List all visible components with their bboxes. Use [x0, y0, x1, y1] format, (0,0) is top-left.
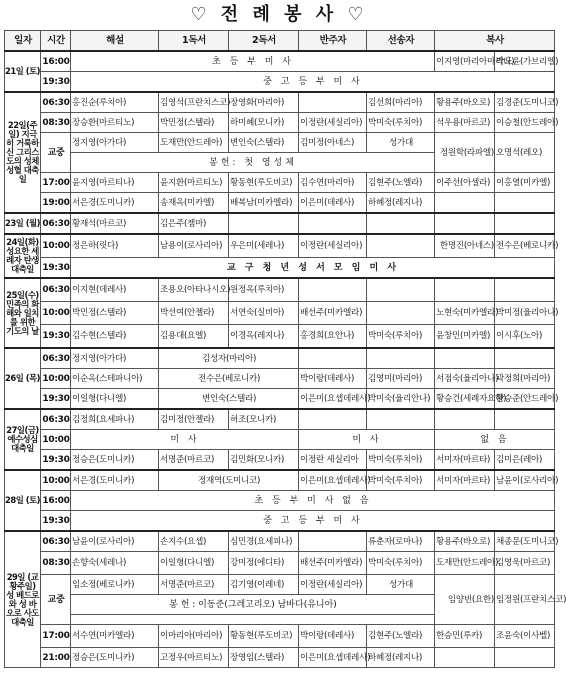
cell [435, 213, 495, 234]
cell [435, 348, 495, 369]
date-cell: 27일(금) 예수성심 대축일 [5, 409, 41, 470]
cell: 김영욱(마르코) [495, 552, 555, 575]
mass-note: 봉헌: 첫 영성체 [71, 153, 435, 173]
cell [495, 648, 555, 668]
cell: 김용대(요엘) [159, 325, 229, 349]
table-row [5, 491, 555, 511]
cell: 황동현(루도비코) [229, 173, 299, 193]
time-cell: 10:00 [41, 302, 71, 325]
cell: 이홍열(미카엘) [495, 173, 555, 193]
cell: 박미숙(율리안나) [367, 389, 435, 410]
date-cell: 24일(화) 성요한 세례자 탄생 대축일 [5, 234, 41, 278]
time-cell: 06:30 [41, 213, 71, 234]
cell: 김미정(아네스) [299, 133, 367, 153]
cell: 박미숙(루치아) [367, 450, 435, 471]
cell: 이은미(요셉데레사) [299, 389, 367, 410]
time-cell: 06:30 [41, 92, 71, 113]
cell: 남윤이(로사리아) [495, 470, 555, 491]
cell [435, 648, 495, 668]
cell: 손향숙(세레나) [71, 552, 159, 575]
cell [495, 409, 555, 430]
cell: 서명준(마르코) [159, 575, 229, 595]
time-cell: 17:00 [41, 173, 71, 193]
date-cell: 25일(수) 민족의 화해와 일치를 위한 기도의 날 [5, 278, 41, 348]
table-row [5, 234, 555, 258]
cell: 한명진(아네스) [435, 234, 495, 258]
cell: 박민정(스텔라) [159, 113, 229, 133]
cell: 이정란 세실리아 [299, 450, 367, 471]
cell: 김성자(마리아) [159, 348, 299, 369]
cell: 정재역(도미니코) [159, 470, 299, 491]
date-cell: 21일 (토) [5, 51, 41, 92]
cell [367, 409, 435, 430]
cell: 이마리아(마리아) [159, 625, 229, 648]
cell: 김민화(모니카) [229, 450, 299, 471]
col-header: 2독서 [229, 31, 299, 52]
date-cell: 28일 (토) [5, 470, 41, 531]
cell: 김경준(도미니코) [495, 92, 555, 113]
time-cell: 19:30 [41, 450, 71, 471]
col-header: 선송자 [367, 31, 435, 52]
cell: 하미혜(모니카) [229, 113, 299, 133]
cell: 하혜정(레지나) [367, 648, 435, 668]
cell: 이순옥(스테파니아) [71, 369, 159, 389]
cell: 이정란(세실리아) [299, 113, 367, 133]
cell: 서은경(도미니카) [71, 470, 159, 491]
table-row [5, 72, 555, 93]
mass-note: 미 사 [299, 430, 435, 450]
cell: 박미숙(루치아) [367, 325, 435, 349]
cell: 남용이(로사리아) [159, 234, 229, 258]
cell: 윤창민(미카엘) [435, 325, 495, 349]
cell: 박이랑(데레사) [299, 369, 367, 389]
cell: 홍진순(루치아) [71, 92, 159, 113]
cell: 서연숙(실비아) [229, 302, 299, 325]
table-row [5, 409, 555, 430]
mass-note: 중 고 등 부 미 사 [71, 511, 555, 532]
cell: 오명석(레오) [495, 133, 555, 173]
cell [495, 213, 555, 234]
time-cell: 08:30 [41, 113, 71, 133]
cell: 석우용(마르코) [435, 113, 495, 133]
cell [435, 193, 495, 214]
cell: 김기영(이레네) [229, 575, 299, 595]
cell: 김은주(젬마) [159, 213, 229, 234]
cell: 이정란(세실리아) [299, 575, 367, 595]
cell: 정승은(도미니카) [71, 648, 159, 668]
cell: 우은미(세레나) [229, 234, 299, 258]
table-row [5, 193, 555, 214]
cell: 김선희(마리아) [367, 92, 435, 113]
cell: 성가대 [367, 575, 435, 595]
cell: 노현숙(미카엘라) [435, 302, 495, 325]
table-row [5, 430, 555, 450]
cell: 변인숙(스텔라) [229, 133, 299, 153]
page-title: ♡ 전 례 봉 사 ♡ [190, 4, 368, 25]
cell: 변인숙(스텔라) [159, 389, 299, 410]
cell: 전수은(베로니카) [159, 369, 299, 389]
cell [495, 193, 555, 214]
cell: 박미숙(루치아) [367, 470, 435, 491]
cell: 허조(모니카) [229, 409, 299, 430]
date-cell: 26일 (목) [5, 348, 41, 409]
cell: 강미정(에디타) [229, 552, 299, 575]
cell [367, 302, 435, 325]
date-cell: 23일 (월) [5, 213, 41, 234]
cell: 이주선(아셀라) [435, 173, 495, 193]
cell: 심민경(요세피나) [229, 531, 299, 552]
time-cell: 19:30 [41, 72, 71, 93]
cell: 김미은(레아) [495, 450, 555, 471]
time-cell: 10:00 [41, 470, 71, 491]
cell [299, 92, 367, 113]
cell: 황용주(바오로) [435, 531, 495, 552]
cell [299, 531, 367, 552]
header-row [5, 31, 555, 52]
cell: 김영미(마리아) [367, 369, 435, 389]
cell [495, 348, 555, 369]
cell: 정은하(릿다) [71, 234, 159, 258]
cell: 박미숙(루치아) [367, 113, 435, 133]
cell: 이승철(안드레아) [495, 113, 555, 133]
cell: 김현주(노엘라) [367, 625, 435, 648]
cell: 배선주(미카엘라) [299, 302, 367, 325]
cell: 전수은(베로니카) [495, 234, 555, 258]
time-cell: 06:30 [41, 278, 71, 302]
cell [435, 278, 495, 302]
time-cell: 16:00 [41, 51, 71, 72]
cell: 홍경희(요안나) [299, 325, 367, 349]
cell [367, 213, 435, 234]
cell: 조윤숙(이사벨) [495, 625, 555, 648]
cell: 성가대 [367, 133, 435, 153]
cell: 서미자(마르타) [435, 450, 495, 471]
cell: 박선여(안젤라) [159, 302, 229, 325]
cell: 이일형(다니엘) [71, 389, 159, 410]
table-row [5, 470, 555, 491]
cell: 서은경(도미니카) [71, 193, 159, 214]
cell: 윤지영(마르티나) [71, 173, 159, 193]
col-header: 시간 [41, 31, 71, 52]
table-row [5, 552, 555, 575]
cell [299, 409, 367, 430]
table-row [5, 511, 555, 532]
table-row [5, 278, 555, 302]
cell [367, 348, 435, 369]
cell: 정지영(아가다) [71, 348, 159, 369]
time-cell: 10:00 [41, 234, 71, 258]
cell: 한승민(루카) [435, 625, 495, 648]
mass-note: 중 고 등 부 미 사 [71, 72, 555, 93]
table-row [5, 113, 555, 133]
cell [299, 213, 367, 234]
table-row [5, 625, 555, 648]
col-header: 1독서 [159, 31, 229, 52]
cell: 송재옥(미카엘) [159, 193, 229, 214]
cell: 황용주(바오로) [435, 92, 495, 113]
cell: 서명준(마르코) [159, 450, 229, 471]
mass-note: 봉 헌 : 이동준(그레고리오) 남바다(유니아) [71, 595, 435, 615]
cell: 김수현(스텔라) [71, 325, 159, 349]
cell: 도재만(안드레아) [159, 133, 229, 153]
cell: 장승환(마르티노) [71, 113, 159, 133]
schedule-table [4, 30, 566, 668]
cell [229, 213, 299, 234]
cell: 서미자(마르타) [435, 470, 495, 491]
table-row [5, 648, 555, 668]
cell: 손지수(요셉) [159, 531, 229, 552]
cell: 정지영(아가다) [71, 133, 159, 153]
mass-note: 초 등 부 미 사 [71, 51, 435, 72]
time-cell: 교중 [41, 133, 71, 173]
cell: 이일형(다니엘) [159, 552, 229, 575]
cell: 남윤이(로사리아) [71, 531, 159, 552]
cell: 곽정희(마리아) [495, 369, 555, 389]
mass-note: 교 구 청 년 성 서 모 임 미 사 [71, 258, 555, 279]
cell: 박민정(스텔라) [71, 302, 159, 325]
cell: 이경옥(레지나) [229, 325, 299, 349]
table-row [5, 369, 555, 389]
time-cell: 17:00 [41, 625, 71, 648]
cell [299, 348, 367, 369]
time-cell: 19:30 [41, 258, 71, 279]
cell: 정원학(라파엘) [435, 133, 495, 173]
table-row [5, 51, 555, 72]
time-cell: 06:30 [41, 409, 71, 430]
cell [299, 278, 367, 302]
cell: 임소정(베로니카) [71, 575, 159, 595]
table-row [5, 302, 555, 325]
col-header: 반주자 [299, 31, 367, 52]
cell [367, 234, 435, 258]
cell: 서점숙(율리아나) [435, 369, 495, 389]
cell [367, 278, 435, 302]
time-cell: 10:00 [41, 430, 71, 450]
cell: 임정원(프란치스코) [495, 575, 555, 625]
time-cell: 16:00 [41, 491, 71, 511]
cell: 장영화(마리아) [229, 92, 299, 113]
cell: 황동현(루도비코) [229, 625, 299, 648]
cell: 하혜정(레지나) [367, 193, 435, 214]
cell: 배복남(미카엘라) [229, 193, 299, 214]
time-cell: 08:30 [41, 552, 71, 575]
table-row [5, 173, 555, 193]
time-cell: 19:30 [41, 511, 71, 532]
cell: 원정옥(루치아) [229, 278, 299, 302]
cell: 윤지환(마르티노) [159, 173, 229, 193]
cell: 박미숙(루치아) [367, 552, 435, 575]
cell: 박미정(율리아나) [495, 302, 555, 325]
table-row [5, 133, 555, 153]
cell: 이은미(데레사) [299, 193, 367, 214]
col-header: 복사 [435, 31, 555, 52]
mass-note: 없 음 [435, 430, 555, 450]
cell: 황재석(마르코) [71, 213, 159, 234]
table-row [5, 92, 555, 113]
cell: 이시후(노아) [495, 325, 555, 349]
cell: 김미정(안젤라) [159, 409, 229, 430]
cell: 황승준(안드레아) [495, 389, 555, 410]
cell: 서수연(미카엘라) [71, 625, 159, 648]
cell: 김수연(마리아) [299, 173, 367, 193]
table-row [5, 531, 555, 552]
cell: 이은미(요셉데레사) [299, 648, 367, 668]
cell [495, 278, 555, 302]
time-cell: 06:30 [41, 348, 71, 369]
date-cell: 29일 (교황주일) 성 베드로와 성 바오로 사도 대축일 [5, 531, 41, 668]
cell [435, 409, 495, 430]
cell: 임양빈(요한) [435, 575, 495, 625]
cell: 김정희(요세파나) [71, 409, 159, 430]
time-cell: 10:00 [41, 369, 71, 389]
cell: 황승건(세례자요한) [435, 389, 495, 410]
cell: 김영석(프란치스코) [159, 92, 229, 113]
mass-note: 초 등 부 미 사 없 음 [71, 491, 555, 511]
table-row [5, 348, 555, 369]
table-row [5, 575, 555, 595]
cell: 박이랑(데레사) [299, 625, 367, 648]
cell: 박도윤(가브리엘) [495, 51, 555, 72]
table-row [5, 258, 555, 279]
cell: 김현주(노엘라) [367, 173, 435, 193]
table-row [5, 389, 555, 410]
cell: 류춘자(로마나) [367, 531, 435, 552]
col-header: 일자 [5, 31, 41, 52]
cell: 채종문(도미니코) [495, 531, 555, 552]
cell [71, 615, 435, 625]
table-row [5, 450, 555, 471]
time-cell: 교중 [41, 575, 71, 625]
cell: 고정우(마르티노) [159, 648, 229, 668]
cell: 장영임(스텔라) [229, 648, 299, 668]
cell: 이정란(세실리아) [299, 234, 367, 258]
col-header: 해설 [71, 31, 159, 52]
cell: 이지현(데레사) [71, 278, 159, 302]
time-cell: 21:00 [41, 648, 71, 668]
cell: 조용오(아타나시오) [159, 278, 229, 302]
cell: 정승은(도미니카) [71, 450, 159, 471]
time-cell: 19:00 [41, 193, 71, 214]
time-cell: 06:30 [41, 531, 71, 552]
cell: 도재만(안드레아) [435, 552, 495, 575]
table-row [5, 213, 555, 234]
mass-note: 미 사 [71, 430, 299, 450]
table-row [5, 325, 555, 349]
cell: 배선주(미카엘라) [299, 552, 367, 575]
cell: 이지영(마리아마리나) [435, 51, 495, 72]
time-cell: 19:30 [41, 325, 71, 349]
date-cell: 22일(주일) 지극히 거룩하신 그리스도의 성체성혈 대축일 [5, 92, 41, 213]
time-cell: 19:30 [41, 389, 71, 410]
cell: 이은미(요셉데레사) [299, 470, 367, 491]
